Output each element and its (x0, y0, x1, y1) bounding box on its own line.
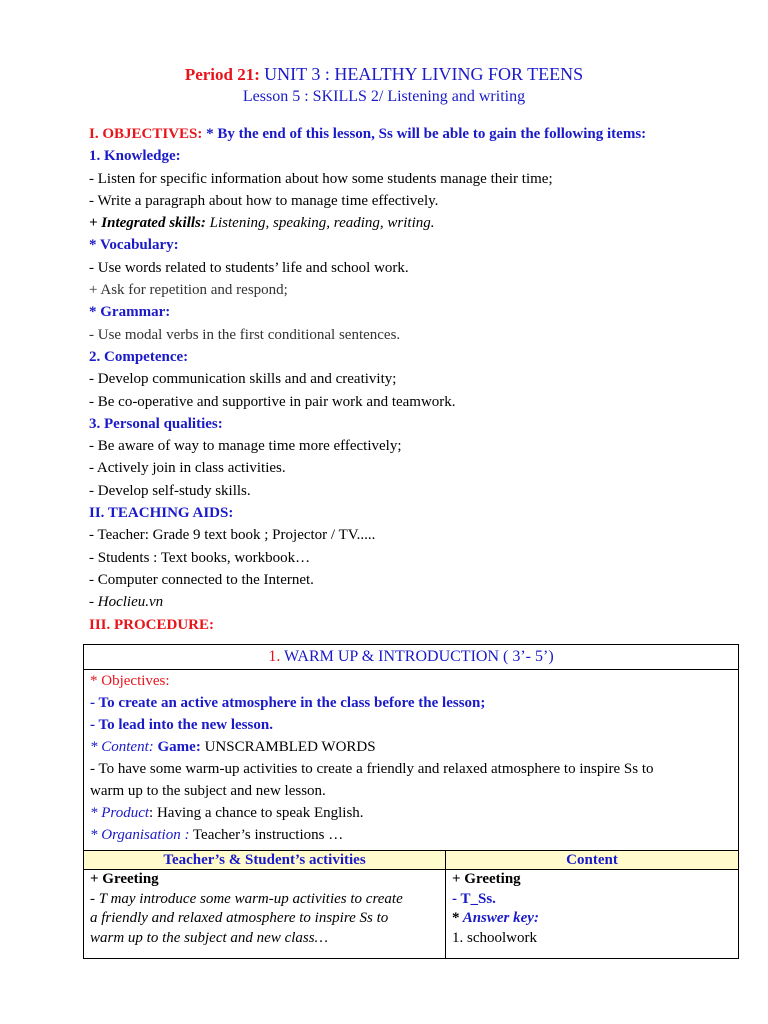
unit-name: UNIT 3 : HEALTHY LIVING FOR TEENS (264, 64, 584, 84)
product-value: : Having a chance to speak English. (149, 805, 364, 821)
qualities-item: - Be aware of way to manage time more effectively; (89, 438, 402, 455)
organisation-value: Teacher’s instructions … (189, 827, 344, 843)
objectives-label: * Objectives: (90, 673, 170, 689)
vocabulary-heading: * Vocabulary: (89, 237, 179, 254)
procedure-heading: III. PROCEDURE: (89, 616, 215, 633)
column-header-content: Content (446, 851, 739, 870)
answer-key-star: * (452, 910, 460, 926)
objectives-heading-line (89, 123, 749, 145)
procedure-table (83, 644, 739, 959)
integrated-skills-line (89, 212, 749, 234)
warmup-details (84, 670, 739, 851)
warmup-title-text: WARM UP & INTRODUCTION ( 3’- 5’) (280, 648, 554, 665)
teaching-aids-item (89, 591, 749, 613)
description-line: warm up to the subject and new lesson. (90, 783, 326, 799)
qualities-item: - Actively join in class activities. (89, 460, 286, 477)
qualities-heading: 3. Personal qualities: (89, 415, 223, 432)
objectives-intro: * By the end of this lesson, Ss will be able to gain the following items: (206, 126, 647, 142)
warmup-number: 1. (268, 648, 281, 665)
integrated-skills-value: Listening, speaking, reading, writing. (205, 215, 435, 232)
knowledge-item: - Write a paragraph about how to manage time effectively. (89, 192, 439, 209)
competence-item: - Develop communication skills and and creativity; (89, 371, 397, 388)
objectives-heading: I. OBJECTIVES: (89, 126, 203, 142)
unit-title (0, 64, 768, 85)
description-line: - To have some warm-up activities to create a friendly and relaxed atmosphere to inspire Ss to (90, 761, 654, 777)
competence-heading: 2. Competence: (89, 348, 189, 365)
activities-cell (84, 870, 446, 959)
vocabulary-item: - Use words related to students’ life and school work. (89, 259, 409, 276)
objectives-section (89, 123, 749, 636)
t-ss-text: - T_Ss. (452, 890, 496, 907)
game-label: Game: (153, 739, 201, 755)
lesson-title: Lesson 5 : SKILLS 2/ Listening and writing (242, 88, 526, 105)
grammar-heading: * Grammar: (89, 304, 171, 321)
answer-item: 1. schoolwork (452, 929, 537, 946)
competence-item: - Be co-operative and supportive in pair work and teamwork. (89, 393, 456, 410)
teaching-aids-prefix: - (89, 594, 98, 611)
grammar-item: - Use modal verbs in the first conditional sentences. (89, 326, 401, 343)
objective-item: - To lead into the new lesson. (90, 717, 273, 733)
teaching-aids-item: - Teacher: Grade 9 text book ; Projector / TV..... (89, 527, 376, 544)
period-label: Period 21: (184, 65, 260, 84)
content-label: * Content: (90, 739, 154, 755)
integrated-skills-label: + Integrated skills: (89, 215, 206, 232)
activity-text: warm up to the subject and new class… (90, 929, 328, 946)
qualities-item: - Develop self-study skills. (89, 482, 251, 499)
teaching-aids-heading: II. TEACHING AIDS: (89, 505, 234, 522)
activity-text: - T may introduce some warm-up activities to create (90, 890, 403, 907)
teaching-aids-item: - Students : Text books, workbook… (89, 549, 311, 566)
objective-item: - To create an active atmosphere in the class before the lesson; (90, 695, 486, 711)
product-label: * Product (90, 805, 150, 821)
content-line (90, 736, 732, 758)
content-cell (446, 870, 739, 959)
organisation-line (90, 824, 732, 846)
hoclieu-text: Hoclieu.vn (97, 594, 164, 611)
activity-text: a friendly and relaxed atmosphere to inspire Ss to (90, 910, 389, 926)
knowledge-item: - Listen for specific information about how some students manage their time; (89, 170, 553, 187)
product-line (90, 802, 732, 824)
teaching-aids-item: - Computer connected to the Internet. (89, 571, 314, 588)
knowledge-heading: 1. Knowledge: (89, 148, 181, 165)
answer-key-label: Answer key: (459, 910, 539, 926)
greeting-label: + Greeting (90, 871, 159, 887)
column-header-activities: Teacher’s & Student’s activities (84, 851, 446, 870)
organisation-label: * Organisation : (90, 827, 190, 843)
greeting-label: + Greeting (452, 871, 521, 887)
game-name: UNSCRAMBLED WORDS (200, 739, 376, 755)
answer-key-line (452, 909, 732, 929)
vocabulary-item: + Ask for repetition and respond; (89, 282, 288, 299)
warmup-title (84, 645, 739, 670)
